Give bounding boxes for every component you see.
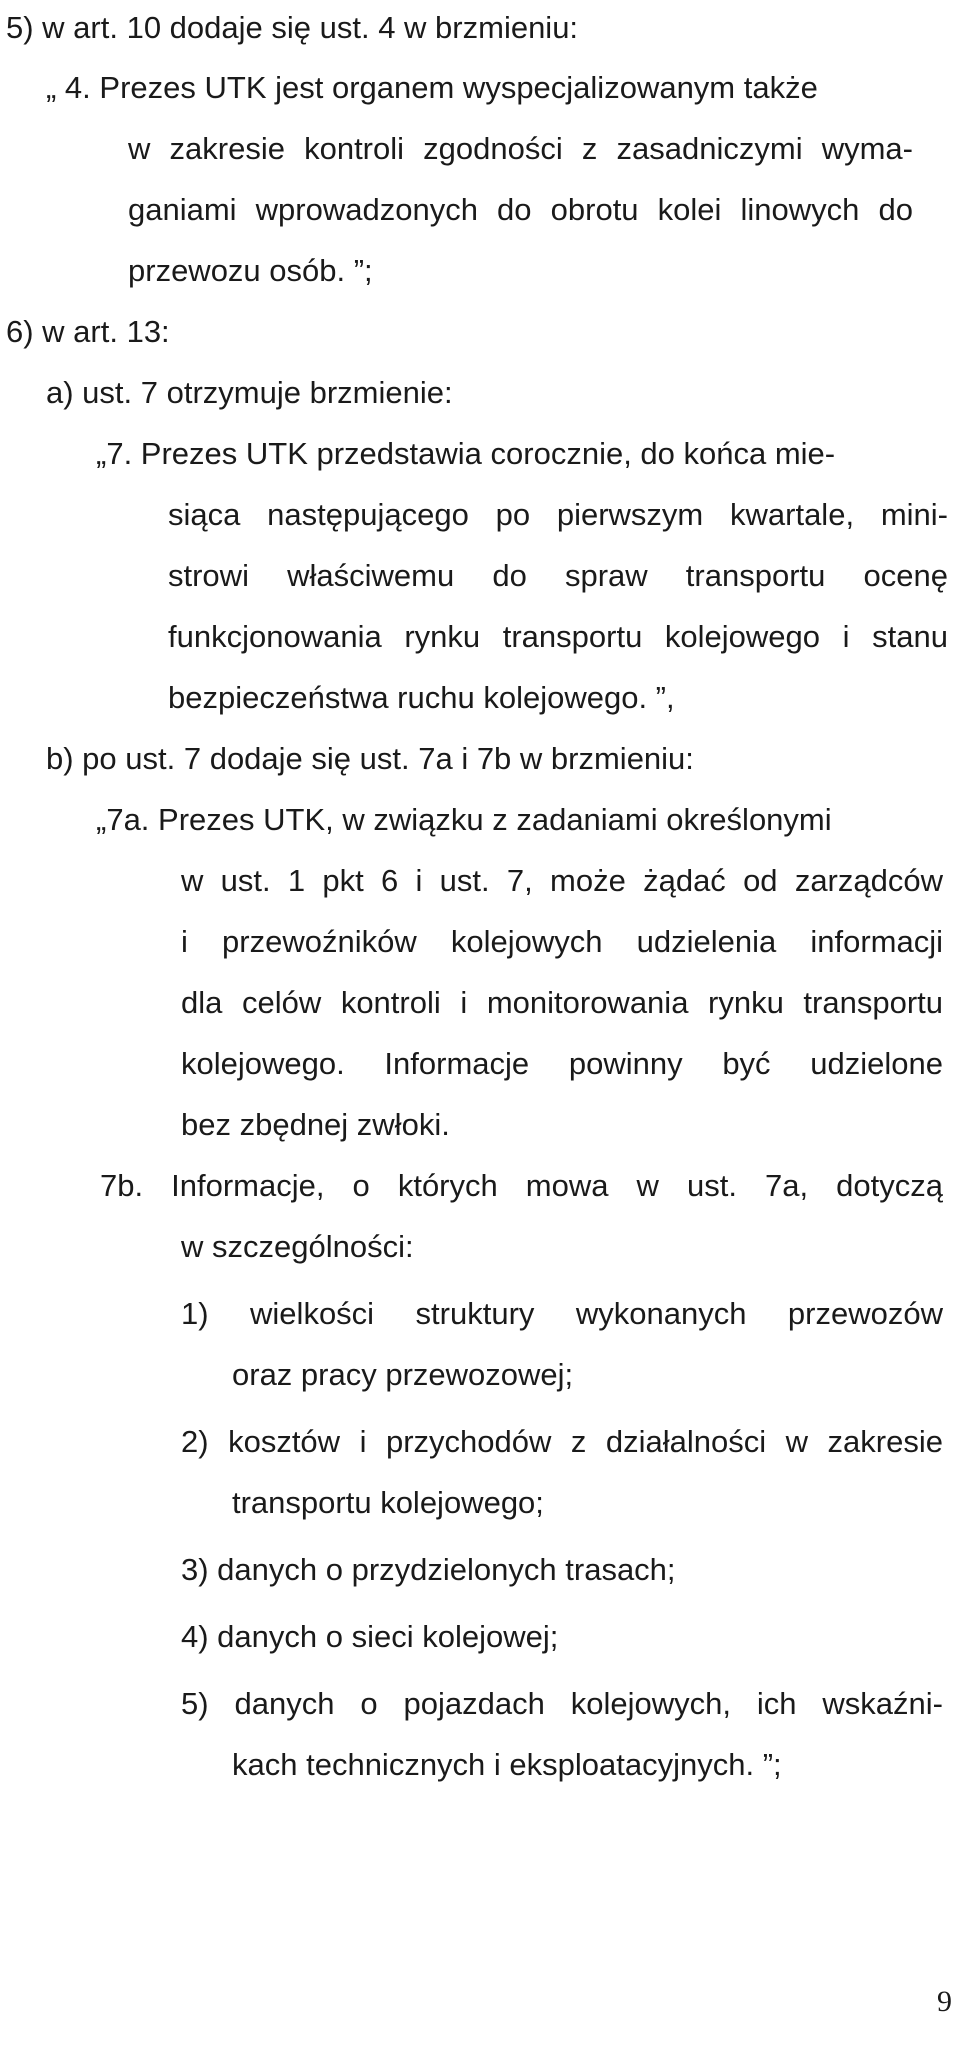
paragraph-7a-line-6: bez zbędnej zwłoki. [181,1107,450,1142]
point-6a-quote-line-5: bezpieczeństwa ruchu kolejowego. ”, [168,680,675,715]
point-5-quote-line-2: w zakresie kontroli zgodności z zasadniczymi wyma- [128,131,913,166]
point-6a-quote-line-3: strowi właściwemu do spraw transportu ocenę [168,558,948,593]
paragraph-7b-line-2: w szczególności: [181,1229,414,1264]
point-6-intro: 6) w art. 13: [6,314,170,349]
point-6a-intro: a) ust. 7 otrzymuje brzmienie: [46,375,453,410]
list-item-2-line-2: transportu kolejowego; [232,1485,544,1520]
paragraph-7a-line-1: „7a. Prezes UTK, w związku z zadaniami określonymi [96,802,832,837]
paragraph-7a-line-2: w ust. 1 pkt 6 i ust. 7, może żądać od zarządców [181,863,943,898]
point-5-quote-line-1: „ 4. Prezes UTK jest organem wyspecjalizowanym także [46,70,818,105]
paragraph-7b-line-1: 7b. Informacje, o których mowa w ust. 7a, dotyczą [100,1168,943,1203]
paragraph-7a-line-3: i przewoźników kolejowych udzielenia informacji [181,924,943,959]
point-5-quote-line-4: przewozu osób. ”; [128,253,373,288]
point-5-intro: 5) w art. 10 dodaje się ust. 4 w brzmieniu: [6,10,579,45]
list-item-5-line-1: 5) danych o pojazdach kolejowych, ich wskaźni- [181,1686,943,1721]
list-item-3: 3) danych o przydzielonych trasach; [181,1552,676,1587]
point-6a-quote-line-2: siąca następującego po pierwszym kwartale, mini- [168,497,948,532]
point-6a-quote-line-1: „7. Prezes UTK przedstawia corocznie, do końca mie- [96,436,836,471]
point-6b-intro: b) po ust. 7 dodaje się ust. 7a i 7b w brzmieniu: [46,741,694,776]
list-item-1-line-2: oraz pracy przewozowej; [232,1357,574,1392]
point-5-quote-line-3: ganiami wprowadzonych do obrotu kolei linowych do [128,192,913,227]
paragraph-7a-line-5: kolejowego. Informacje powinny być udzielone [181,1046,943,1081]
list-item-1-line-1: 1) wielkości struktury wykonanych przewozów [181,1296,943,1331]
list-item-4: 4) danych o sieci kolejowej; [181,1619,559,1654]
list-item-5-line-2: kach technicznych i eksploatacyjnych. ”; [232,1747,782,1782]
paragraph-7a-line-4: dla celów kontroli i monitorowania rynku transportu [181,985,943,1020]
point-6a-quote-line-4: funkcjonowania rynku transportu kolejowego i stanu [168,619,948,654]
page-number: 9 [937,1985,952,2018]
list-item-2-line-1: 2) kosztów i przychodów z działalności w zakresie [181,1424,943,1459]
